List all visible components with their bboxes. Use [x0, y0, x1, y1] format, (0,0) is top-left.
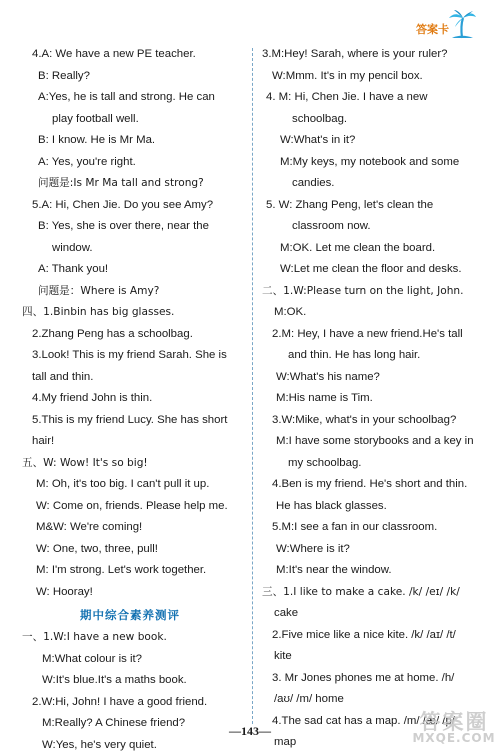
text-line: 4.A: We have a new PE teacher. — [22, 44, 238, 66]
text-line: A: Thank you! — [22, 259, 238, 281]
page-header — [0, 0, 500, 46]
column-divider — [252, 48, 253, 724]
text-line: He has black glasses. — [262, 496, 478, 518]
text-line: 4.The sad cat has a map. /m/ /æ/ /p/ — [262, 711, 478, 733]
text-line: tall and thin. — [22, 367, 238, 389]
text-line: kite — [262, 646, 478, 668]
site-watermark-logo — [408, 704, 500, 751]
text-line: 2.W:Hi, John! I have a good friend. — [22, 692, 238, 714]
text-line: and thin. He has long hair. — [262, 345, 478, 367]
text-line: W:Where is it? — [262, 539, 478, 561]
text-line: 5.This is my friend Lucy. She has short — [22, 410, 238, 432]
text-line: M:I have some storybooks and a key in — [262, 431, 478, 453]
text-line: 5.M:I see a fan in our classroom. — [262, 517, 478, 539]
text-line: W:Let me clean the floor and desks. — [262, 259, 478, 281]
answer-card-label: 答案卡 — [416, 21, 449, 37]
text-line: M:Really? A Chinese friend? — [22, 713, 238, 735]
text-line: W: Come on, friends. Please help me. — [22, 496, 238, 518]
text-line: map — [262, 732, 478, 754]
text-line: B: I know. He is Mr Ma. — [22, 130, 238, 152]
text-line: hair! — [22, 431, 238, 453]
text-line: M: I'm strong. Let's work together. — [22, 560, 238, 582]
text-line: W:It's blue.It's a maths book. — [22, 670, 238, 692]
text-line: W:Yes, he's very quiet. — [22, 735, 238, 756]
watermark-main-text: 答案圈 — [408, 706, 500, 736]
text-line: play football well. — [22, 109, 238, 131]
text-line: 三、1.I like to make a cake. /k/ /eɪ/ /k/ — [262, 582, 478, 604]
text-line: 五、W: Wow! It's so big! — [22, 453, 238, 475]
left-column — [22, 44, 238, 756]
text-line: 四、1.Binbin has big glasses. — [22, 302, 238, 324]
text-line: cake — [262, 603, 478, 625]
section-title-midterm: 期中综合素养测评 — [22, 603, 238, 627]
text-line: schoolbag. — [262, 109, 478, 131]
text-line: 问题是：Where is Amy? — [22, 281, 238, 303]
text-line: my schoolbag. — [262, 453, 478, 475]
text-line: 一、1.W:I have a new book. — [22, 627, 238, 649]
text-line: M:OK. — [262, 302, 478, 324]
text-line: 5. W: Zhang Peng, let's clean the — [262, 195, 478, 217]
text-line: 4.My friend John is thin. — [22, 388, 238, 410]
text-line: M:My keys, my notebook and some — [262, 152, 478, 174]
text-line: M&W: We're coming! — [22, 517, 238, 539]
text-line: 2.Zhang Peng has a schoolbag. — [22, 324, 238, 346]
text-line: 3.Look! This is my friend Sarah. She is — [22, 345, 238, 367]
watermark-sub-text: MXQE.COM — [408, 731, 500, 745]
text-line: window. — [22, 238, 238, 260]
text-line: W: One, two, three, pull! — [22, 539, 238, 561]
page-number: —143— — [0, 724, 500, 739]
text-line: W: Hooray! — [22, 582, 238, 604]
palm-tree-icon — [446, 8, 478, 40]
text-line: 2.M: Hey, I have a new friend.He's tall — [262, 324, 478, 346]
text-line: B: Yes, she is over there, near the — [22, 216, 238, 238]
text-line: classroom now. — [262, 216, 478, 238]
text-line: 2.Five mice like a nice kite. /k/ /aɪ/ /t/ — [262, 625, 478, 647]
text-line: B: Really? — [22, 66, 238, 88]
text-line: 二、1.W:Please turn on the light, John. — [262, 281, 478, 303]
text-line: 3. Mr Jones phones me at home. /h/ — [262, 668, 478, 690]
text-line: 问题是:Is Mr Ma tall and strong? — [22, 173, 238, 195]
text-line: 3.W:Mike, what's in your schoolbag? — [262, 410, 478, 432]
text-line: candies. — [262, 173, 478, 195]
text-line: 4.Ben is my friend. He's short and thin. — [262, 474, 478, 496]
text-line: /aʊ/ /m/ home — [262, 689, 478, 711]
text-line: W:What's in it? — [262, 130, 478, 152]
text-line: 4. M: Hi, Chen Jie. I have a new — [262, 87, 478, 109]
text-line: W:What's his name? — [262, 367, 478, 389]
right-column — [262, 44, 478, 754]
text-line: W:Mmm. It's in my pencil box. — [262, 66, 478, 88]
text-line: M:His name is Tim. — [262, 388, 478, 410]
text-line: M: Oh, it's too big. I can't pull it up. — [22, 474, 238, 496]
text-line: M:It's near the window. — [262, 560, 478, 582]
text-line: A: Yes, you're right. — [22, 152, 238, 174]
text-line: M:OK. Let me clean the board. — [262, 238, 478, 260]
text-line: 5.A: Hi, Chen Jie. Do you see Amy? — [22, 195, 238, 217]
text-line: 3.M:Hey! Sarah, where is your ruler? — [262, 44, 478, 66]
text-line: M:What colour is it? — [22, 649, 238, 671]
text-line: A:Yes, he is tall and strong. He can — [22, 87, 238, 109]
